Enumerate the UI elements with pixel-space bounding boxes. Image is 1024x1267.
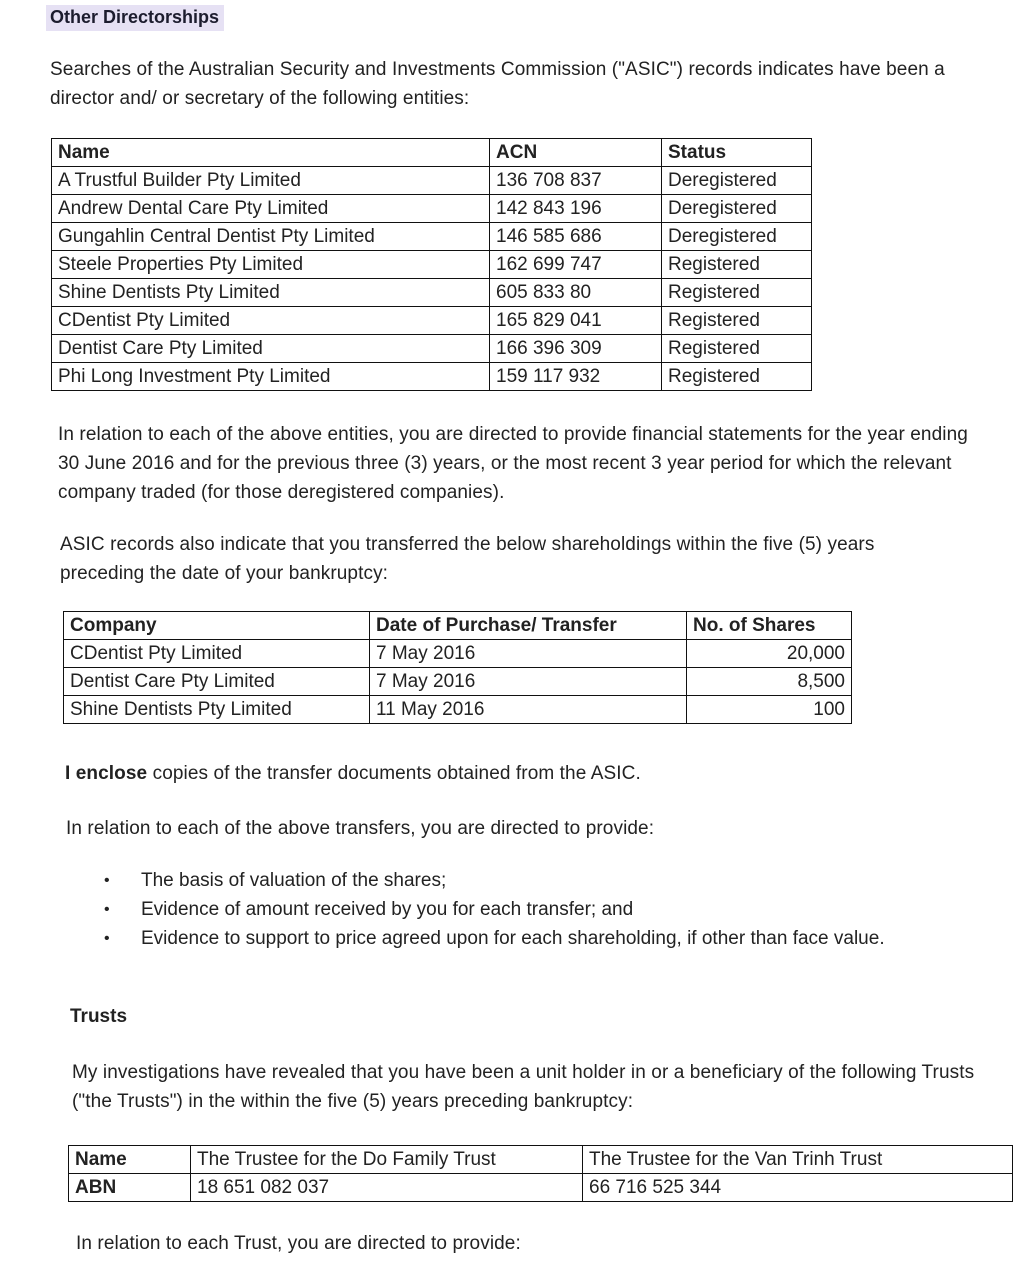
cell-acn: 165 829 041 bbox=[490, 307, 662, 335]
cell-acn: 142 843 196 bbox=[490, 195, 662, 223]
table-header-row bbox=[52, 139, 812, 167]
cell-acn: 146 585 686 bbox=[490, 223, 662, 251]
table-row bbox=[69, 1174, 1013, 1202]
header-name: Name bbox=[52, 139, 490, 167]
cell-name: Dentist Care Pty Limited bbox=[52, 335, 490, 363]
header-acn: ACN bbox=[490, 139, 662, 167]
table-row bbox=[52, 167, 812, 195]
cell-status: Registered bbox=[662, 251, 812, 279]
trusts-heading: Trusts bbox=[70, 1006, 128, 1027]
table-row bbox=[52, 363, 812, 391]
cell-date: 7 May 2016 bbox=[370, 668, 687, 696]
table-row bbox=[52, 195, 812, 223]
cell-status: Deregistered bbox=[662, 167, 812, 195]
list-item: • The basis of valuation of the shares; bbox=[104, 866, 885, 895]
enclose-lead: I enclose bbox=[65, 763, 148, 784]
table-header-row bbox=[64, 612, 852, 640]
header-company: Company bbox=[64, 612, 370, 640]
entities-table bbox=[51, 138, 812, 391]
transfers-paragraph: In relation to each of the above transfers, you are directed to provide: bbox=[66, 818, 655, 839]
table-row bbox=[69, 1146, 1013, 1174]
cell-date: 11 May 2016 bbox=[370, 696, 687, 724]
cell-name: CDentist Pty Limited bbox=[52, 307, 490, 335]
header-status: Status bbox=[662, 139, 812, 167]
trusts-paragraph: My investigations have revealed that you have been a unit holder in or a beneficiary of the following Trusts ("the Trusts") in the within the five (5) years preceding bankruptcy: bbox=[72, 1062, 975, 1112]
list-item: • Evidence of amount received by you for each transfer; and bbox=[104, 895, 885, 924]
table-row bbox=[52, 279, 812, 307]
cell-name: Steele Properties Pty Limited bbox=[52, 251, 490, 279]
cell-name: Gungahlin Central Dentist Pty Limited bbox=[52, 223, 490, 251]
cell-status: Deregistered bbox=[662, 223, 812, 251]
cell-acn: 166 396 309 bbox=[490, 335, 662, 363]
cell-name: Andrew Dental Care Pty Limited bbox=[52, 195, 490, 223]
cell-status: Registered bbox=[662, 279, 812, 307]
cell-name: Shine Dentists Pty Limited bbox=[52, 279, 490, 307]
cell-company: Shine Dentists Pty Limited bbox=[64, 696, 370, 724]
cell-status: Registered bbox=[662, 307, 812, 335]
cell-acn: 136 708 837 bbox=[490, 167, 662, 195]
cell-trust-abn: 66 716 525 344 bbox=[583, 1174, 1013, 1202]
table-row bbox=[52, 223, 812, 251]
cell-trust-name: The Trustee for the Do Family Trust bbox=[191, 1146, 583, 1174]
table-row bbox=[64, 640, 852, 668]
table-row bbox=[64, 696, 852, 724]
section-heading-other-directorships: Other Directorships bbox=[46, 5, 224, 31]
each-trust-paragraph: In relation to each Trust, you are directed to provide: bbox=[76, 1233, 521, 1254]
cell-status: Registered bbox=[662, 335, 812, 363]
row-label-abn: ABN bbox=[69, 1174, 191, 1202]
trusts-table bbox=[68, 1145, 1013, 1202]
shares-table bbox=[63, 611, 852, 724]
cell-acn: 159 117 932 bbox=[490, 363, 662, 391]
cell-company: CDentist Pty Limited bbox=[64, 640, 370, 668]
header-date: Date of Purchase/ Transfer bbox=[370, 612, 687, 640]
cell-status: Deregistered bbox=[662, 195, 812, 223]
transfer-requirements-list bbox=[104, 866, 885, 953]
cell-trust-abn: 18 651 082 037 bbox=[191, 1174, 583, 1202]
cell-company: Dentist Care Pty Limited bbox=[64, 668, 370, 696]
table-row bbox=[52, 335, 812, 363]
table-row bbox=[52, 251, 812, 279]
cell-trust-name: The Trustee for the Van Trinh Trust bbox=[583, 1146, 1013, 1174]
enclose-paragraph bbox=[65, 759, 965, 788]
financials-paragraph: In relation to each of the above entities, you are directed to provide financial statements for the year ending 30 June 2016 and for the previous three (3) years, or the most recent 3 year period for which the relevant company traded (for those deregistered companies). bbox=[58, 424, 968, 503]
cell-name: A Trustful Builder Pty Limited bbox=[52, 167, 490, 195]
header-shares: No. of Shares bbox=[687, 612, 852, 640]
cell-status: Registered bbox=[662, 363, 812, 391]
intro-paragraph: Searches of the Australian Security and Investments Commission ("ASIC") records indicates have been a director and/ or secretary of the following entities: bbox=[50, 59, 945, 109]
table-row bbox=[52, 307, 812, 335]
list-item: • Evidence to support to price agreed upon for each shareholding, if other than face value. bbox=[104, 924, 885, 953]
cell-name: Phi Long Investment Pty Limited bbox=[52, 363, 490, 391]
cell-date: 7 May 2016 bbox=[370, 640, 687, 668]
cell-shares: 100 bbox=[687, 696, 852, 724]
cell-shares: 20,000 bbox=[687, 640, 852, 668]
cell-shares: 8,500 bbox=[687, 668, 852, 696]
row-label-name: Name bbox=[69, 1146, 191, 1174]
shareholdings-paragraph: ASIC records also indicate that you transferred the below shareholdings within the five (5) years preceding the date of your bankruptcy: bbox=[60, 534, 875, 584]
cell-acn: 162 699 747 bbox=[490, 251, 662, 279]
enclose-rest: copies of the transfer documents obtained from the ASIC. bbox=[147, 763, 641, 784]
cell-acn: 605 833 80 bbox=[490, 279, 662, 307]
table-row bbox=[64, 668, 852, 696]
